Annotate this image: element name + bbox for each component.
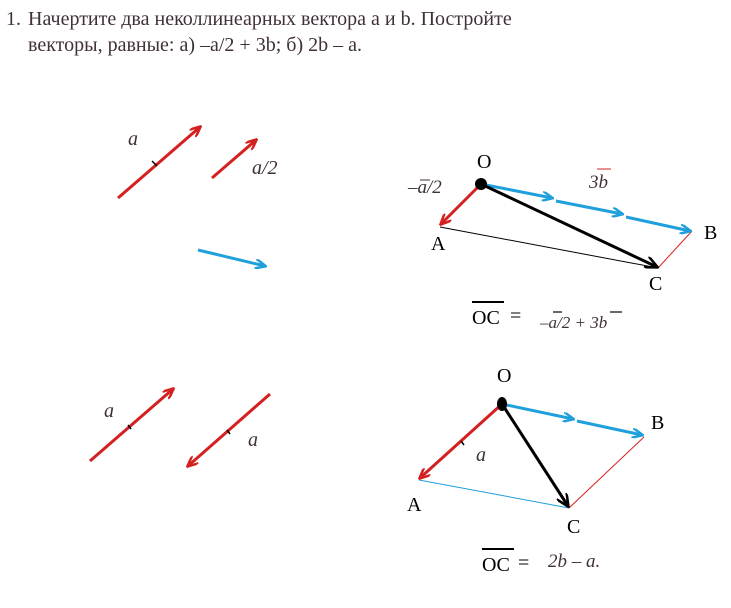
label-B-a: B — [704, 222, 718, 244]
label-A-b: A — [407, 494, 422, 516]
point-O-b — [497, 397, 507, 411]
segment-AC-a — [440, 227, 658, 268]
vector-a-b1 — [90, 389, 173, 461]
vector-OC-a — [481, 184, 657, 267]
label-half-a: a/2 — [252, 157, 278, 179]
label-O-a: O — [477, 151, 492, 173]
vector-b-3 — [626, 217, 690, 231]
vector-b-b1 — [502, 404, 573, 419]
given-vectors-b — [90, 389, 270, 466]
construction-b — [407, 365, 664, 576]
label-a: a — [128, 128, 138, 150]
vector-OC-b — [502, 404, 568, 506]
vector-half-a — [212, 140, 256, 178]
segment-AC-b — [419, 480, 569, 508]
label-OC-a: OC — [472, 307, 500, 329]
label-C-b: C — [567, 516, 581, 538]
vector-b — [198, 250, 265, 266]
vector-b-1 — [481, 184, 552, 198]
problem-line-1: Начертите два неколлинеарных вектора a и b. Постройте — [28, 8, 512, 30]
vector-minus-half-a — [441, 184, 481, 224]
segment-BC-b — [569, 437, 644, 508]
equals-b: = — [518, 552, 530, 574]
label-a-b2: a — [248, 429, 258, 451]
construction-a — [407, 151, 717, 332]
problem-line-2: векторы, равные: а) –a/2 + 3b; б) 2b – a. — [28, 34, 362, 56]
problem-number: 1. — [6, 8, 21, 30]
result-a: –a/2 + 3b — [540, 313, 608, 332]
result-b: 2b – a. — [548, 551, 601, 572]
label-B-b: B — [651, 412, 665, 434]
label-A-a: A — [431, 233, 446, 255]
label-C-a: C — [649, 273, 663, 295]
vector-b-2 — [556, 201, 622, 214]
equals-a: = — [510, 305, 522, 327]
label-3b: 3b — [589, 172, 608, 193]
label-OC-b: OC — [482, 554, 510, 576]
segment-BC-a — [658, 231, 692, 268]
point-O-a — [475, 178, 487, 190]
label-a-on-OA: a — [476, 444, 486, 466]
label-a-b1: a — [104, 400, 114, 422]
given-vectors-a — [118, 127, 278, 266]
vector-b-b2 — [577, 421, 642, 435]
label-O-b: O — [497, 365, 512, 387]
label-minus-half-a: –a/2 — [408, 177, 442, 198]
